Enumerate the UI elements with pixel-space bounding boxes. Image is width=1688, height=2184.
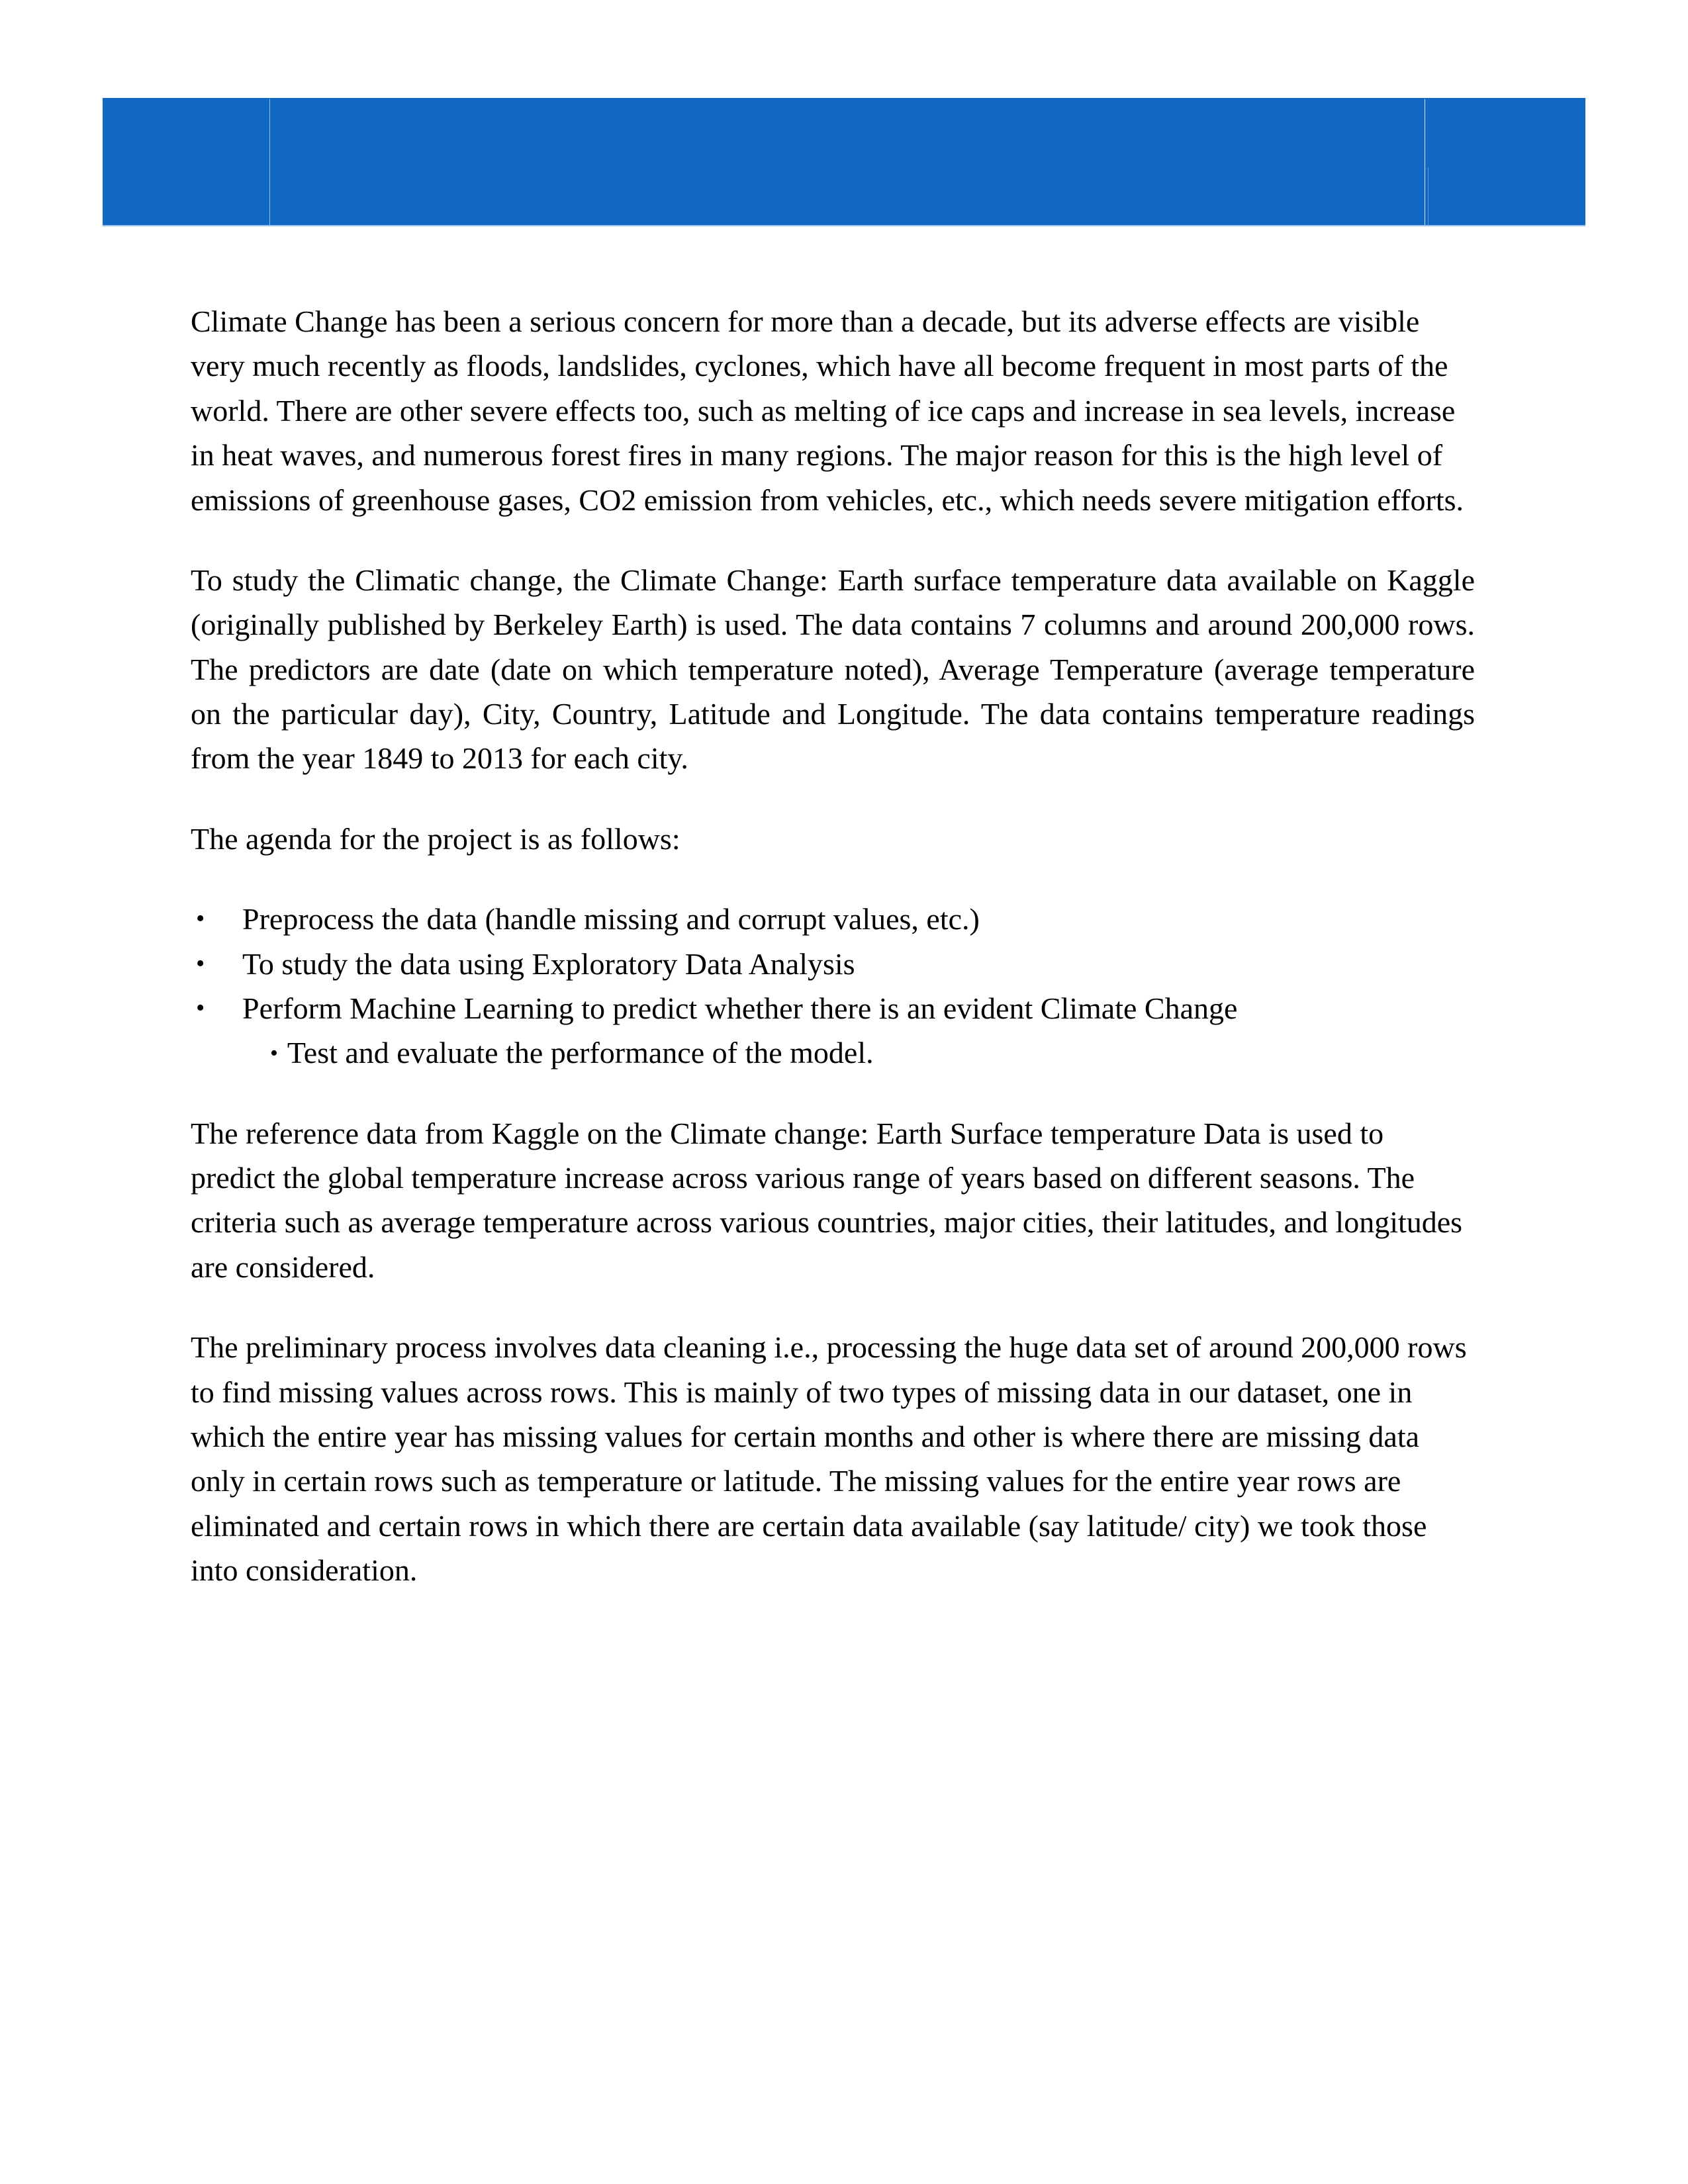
banner-cell-right [1425, 98, 1585, 225]
agenda-list [191, 897, 1475, 1075]
paragraph-intro: Climate Change has been a serious concern for more than a decade, but its adverse effects are visible very much recently as floods, landslides, cyclones, which have all become frequent in most parts of the world. There are other severe effects too, such as melting of ice caps and increase in sea levels, increase in heat waves, and numerous forest fires in many regions. The major reason for this is the high level of emissions of greenhouse gases, CO2 emission from vehicles, etc., which needs severe mitigation efforts. [191, 304, 1464, 517]
agenda-intro: The agenda for the project is as follows: [191, 821, 680, 856]
bullet-icon: • [270, 1041, 278, 1066]
agenda-sub-item [242, 1030, 1475, 1075]
agenda-item-label: To study the data using Exploratory Data Analysis [242, 946, 855, 981]
agenda-item-label: Preprocess the data (handle missing and corrupt values, etc.) [242, 902, 980, 936]
paragraph-preprocessing: The preliminary process involves data cleaning i.e., processing the huge data set of around 200,000 rows to find missing values across rows. This is mainly of two types of missing data in our dataset, one in which the entire year has missing values for certain months and other is where there are missing data only in certain rows such as temperature or latitude. The missing values for the entire year rows are eliminated and certain rows in which there are certain data available (say latitude/ city) we took those into consideration. [191, 1330, 1467, 1587]
list-item [191, 897, 1475, 941]
document-body [191, 299, 1475, 1592]
agenda-sub-item-label: Test and evaluate the performance of the model. [287, 1036, 874, 1070]
agenda-item-label: Perform Machine Learning to predict whether there is an evident Climate Change [242, 991, 1238, 1025]
list-item [191, 942, 1475, 986]
banner-divider-partial [1428, 167, 1429, 225]
banner-bottom-shadow [103, 225, 1585, 226]
banner-cell-center [270, 98, 1425, 225]
paragraph-reference: The reference data from Kaggle on the Climate change: Earth Surface temperature Data is used to predict the global temperature increase across various range of years based on different seasons. The criteria such as average temperature across various countries, major cities, their latitudes, and longitudes are considered. [191, 1116, 1463, 1284]
header-banner [103, 98, 1585, 225]
paragraph-dataset: To study the Climatic change, the Climate Change: Earth surface temperature data available on Kaggle (originally published by Berkeley Earth) is used. The data contains 7 columns and around 200,000 rows. The predictors are date (date on which temperature noted), Average Temperature (average temperature on the particular day), City, Country, Latitude and Longitude. The data contains temperature readings from the year 1849 to 2013 for each city. [191, 563, 1475, 776]
list-item [191, 986, 1475, 1075]
banner-cell-left [103, 98, 269, 225]
